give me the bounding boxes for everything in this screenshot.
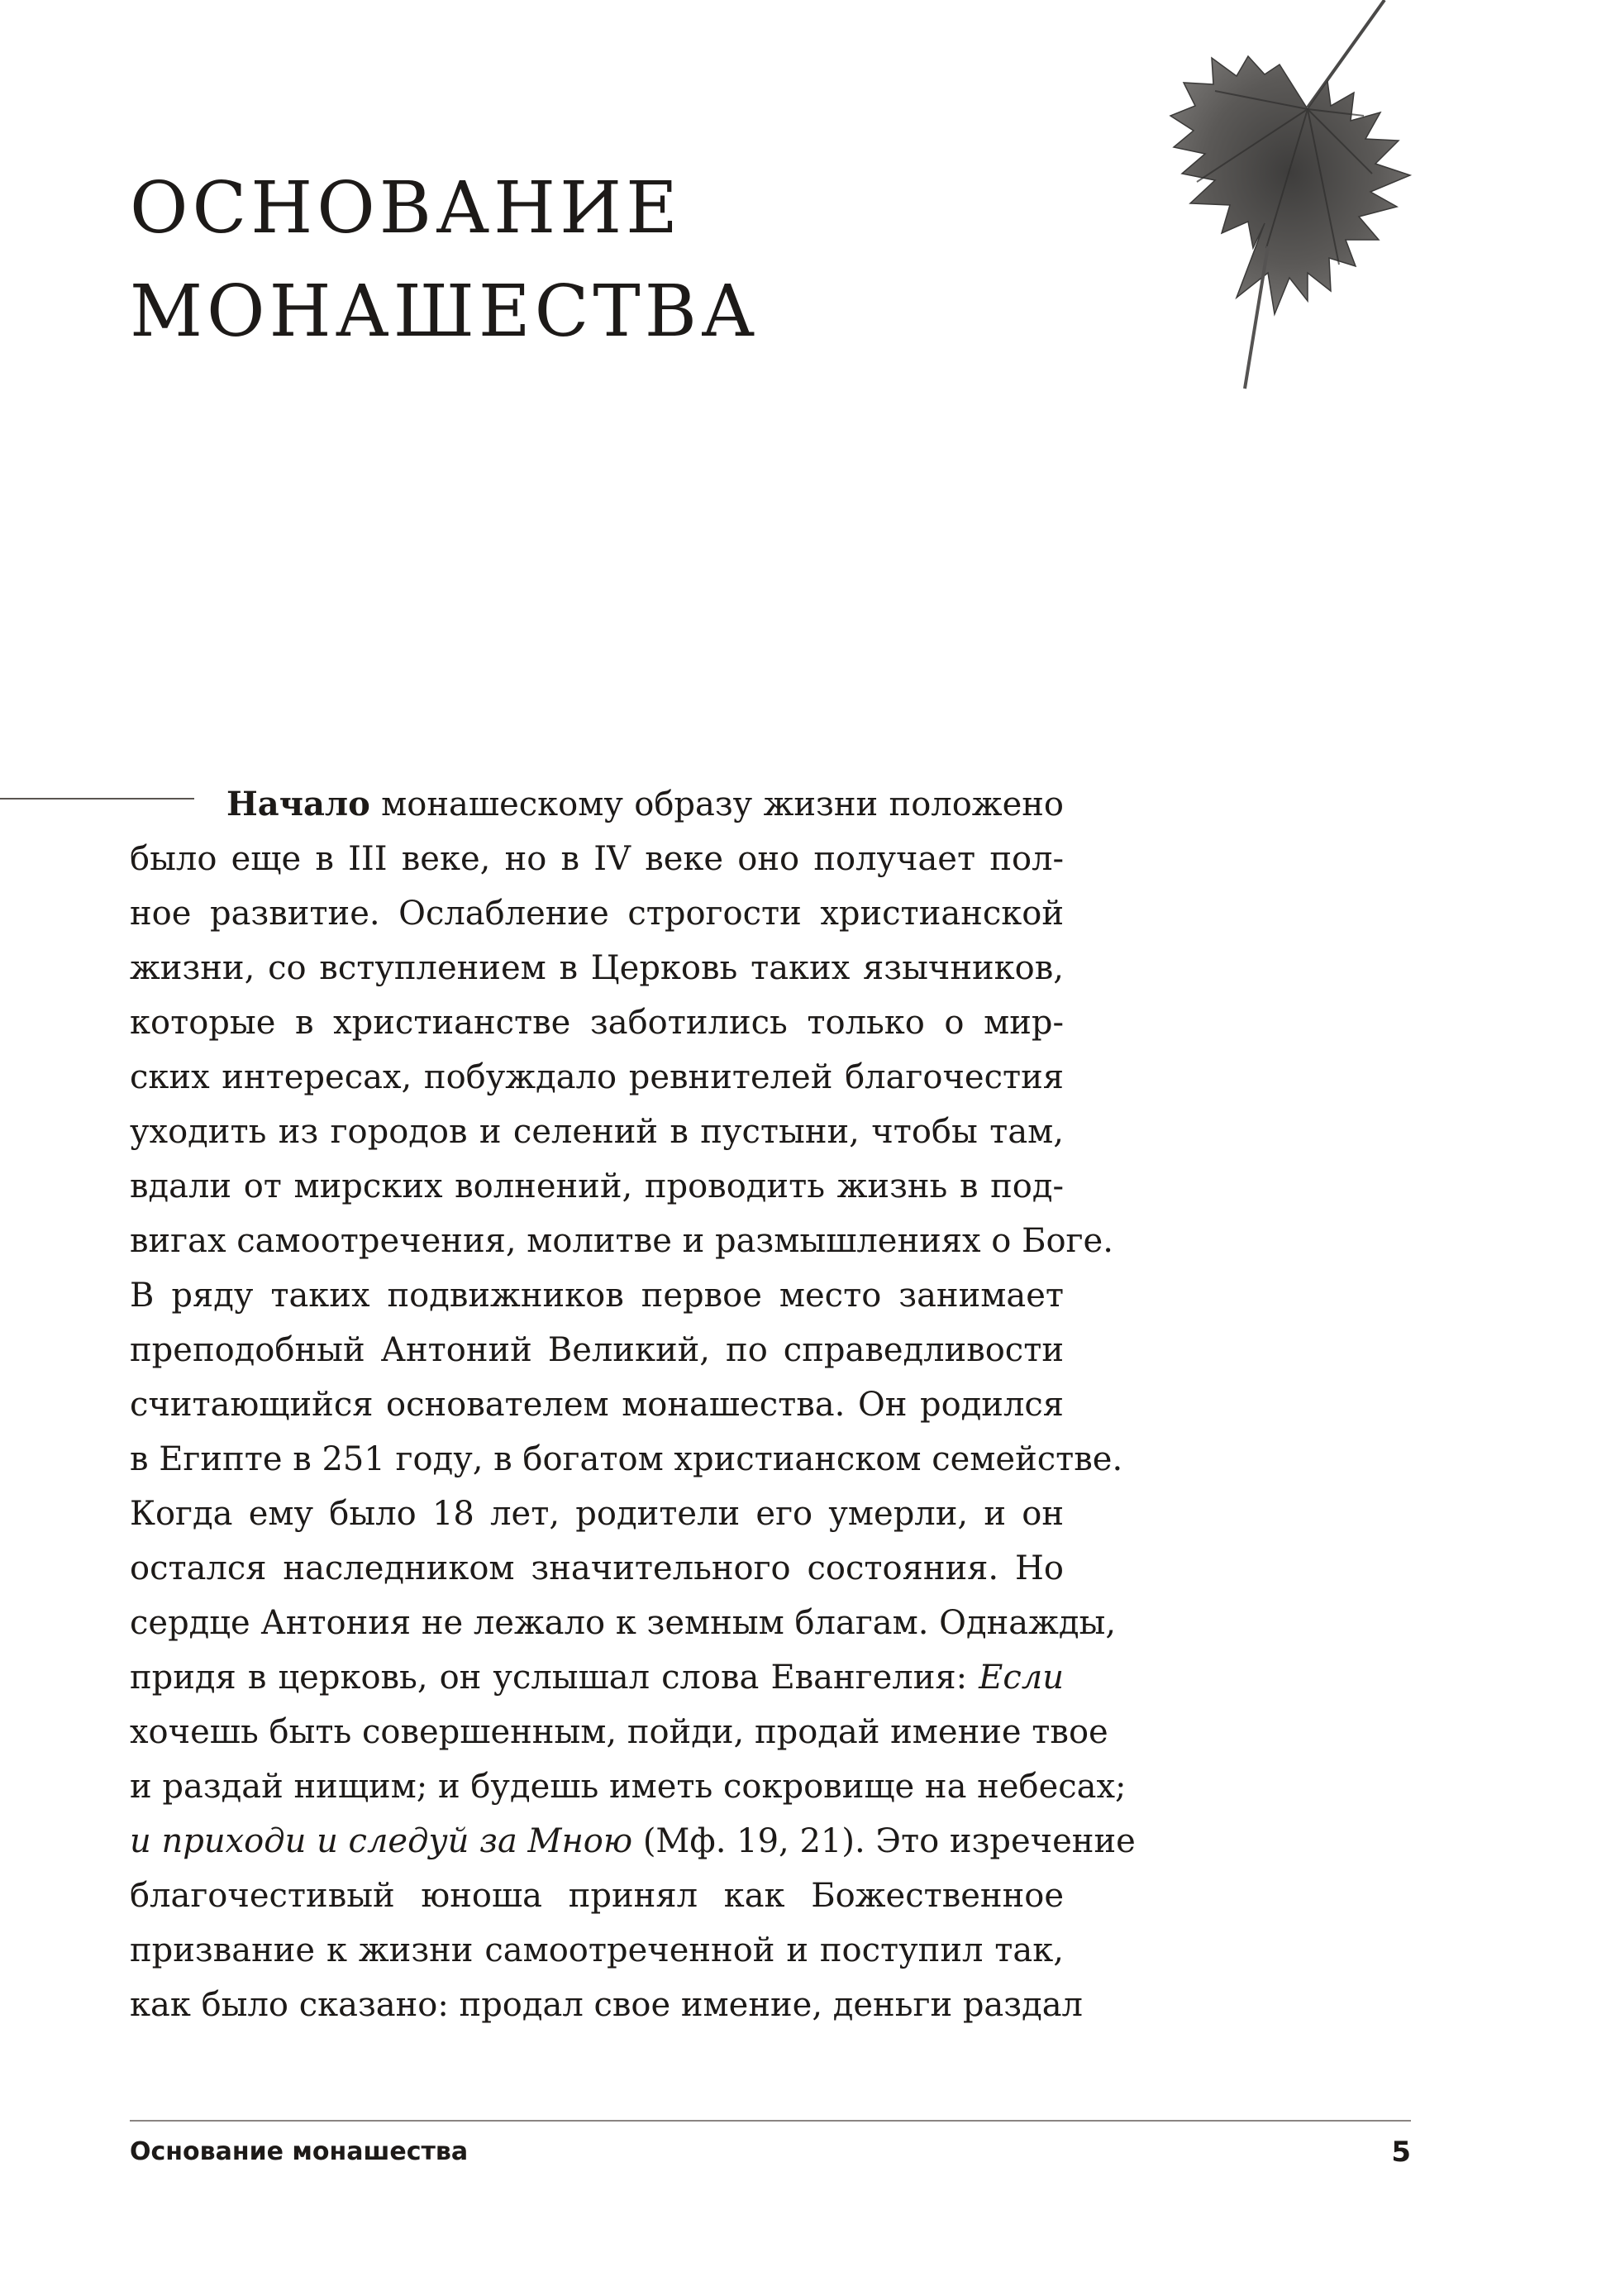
text-line: жизни, со вступлением в Церковь таких язычников, [130,949,1064,987]
text-line: как было сказано: продал свое имение, деньги раздал [130,1986,1083,2024]
text-line: придя в церковь, он услышал слова Евангелия: Если [130,1659,1064,1697]
text-line: было еще в III веке, но в IV веке оно получает пол- [130,840,1064,878]
text-line: Начало монашескому образу жизни положено [226,785,1064,823]
text-line [130,1814,1136,1869]
body-text [130,777,1136,2032]
gospel-quote-line: и раздай нищим; и будешь иметь сокровище на небесах; [130,1768,1127,1806]
text-line: считающийся основателем монашества. Он родился [130,1386,1064,1424]
footer-divider [130,2120,1411,2122]
text-line: ное развитие. Ослабление строгости христианской [130,895,1064,933]
text-line: уходить из городов и селений в пустыни, чтобы там, [130,1113,1064,1151]
running-footer-title: Основание монашества [130,2137,469,2166]
text-line: благочестивый юноша принял как Божественное [130,1877,1064,1915]
lead-word: Начало [226,785,370,823]
title-line-2: МОНАШЕСТВА [130,270,760,353]
page-title [130,157,1039,364]
text-line: остался наследником значительного состояния. Но [130,1549,1064,1587]
text-line: В ряду таких подвижников первое место занимает [130,1277,1064,1315]
maple-leaf-icon [1091,0,1471,397]
gospel-quote: и приходи и следуй за Мною [130,1822,633,1860]
text-line: вигах самоотречения, молитве и размышлениях о Боге. [130,1222,1113,1260]
text-line: Когда ему было 18 лет, родители его умерли, и он [130,1495,1064,1533]
text-line: преподобный Антоний Великий, по справедливости [130,1331,1064,1369]
text-line: сердце Антония не лежало к земным благам. Однажды, [130,1604,1117,1642]
gospel-quote-line: хочешь быть совершенным, пойди, продай имение твое [130,1713,1108,1751]
gospel-quote: Если [979,1659,1064,1697]
page-number: 5 [1391,2136,1411,2169]
text-line: ских интересах, побуждало ревнителей благочестия [130,1058,1064,1096]
text-line: призвание к жизни самоотреченной и поступил так, [130,1931,1064,1969]
text-line: которые в христианстве заботились только о мир- [130,1004,1064,1042]
text-line: в Египте в 251 году, в богатом христианском семействе. [130,1440,1123,1478]
text-line: вдали от мирских волнений, проводить жизнь в под- [130,1167,1064,1205]
scripture-reference: (Мф. 19, 21). Это изречение [632,1822,1136,1860]
title-line-1: ОСНОВАНИЕ [130,167,682,250]
